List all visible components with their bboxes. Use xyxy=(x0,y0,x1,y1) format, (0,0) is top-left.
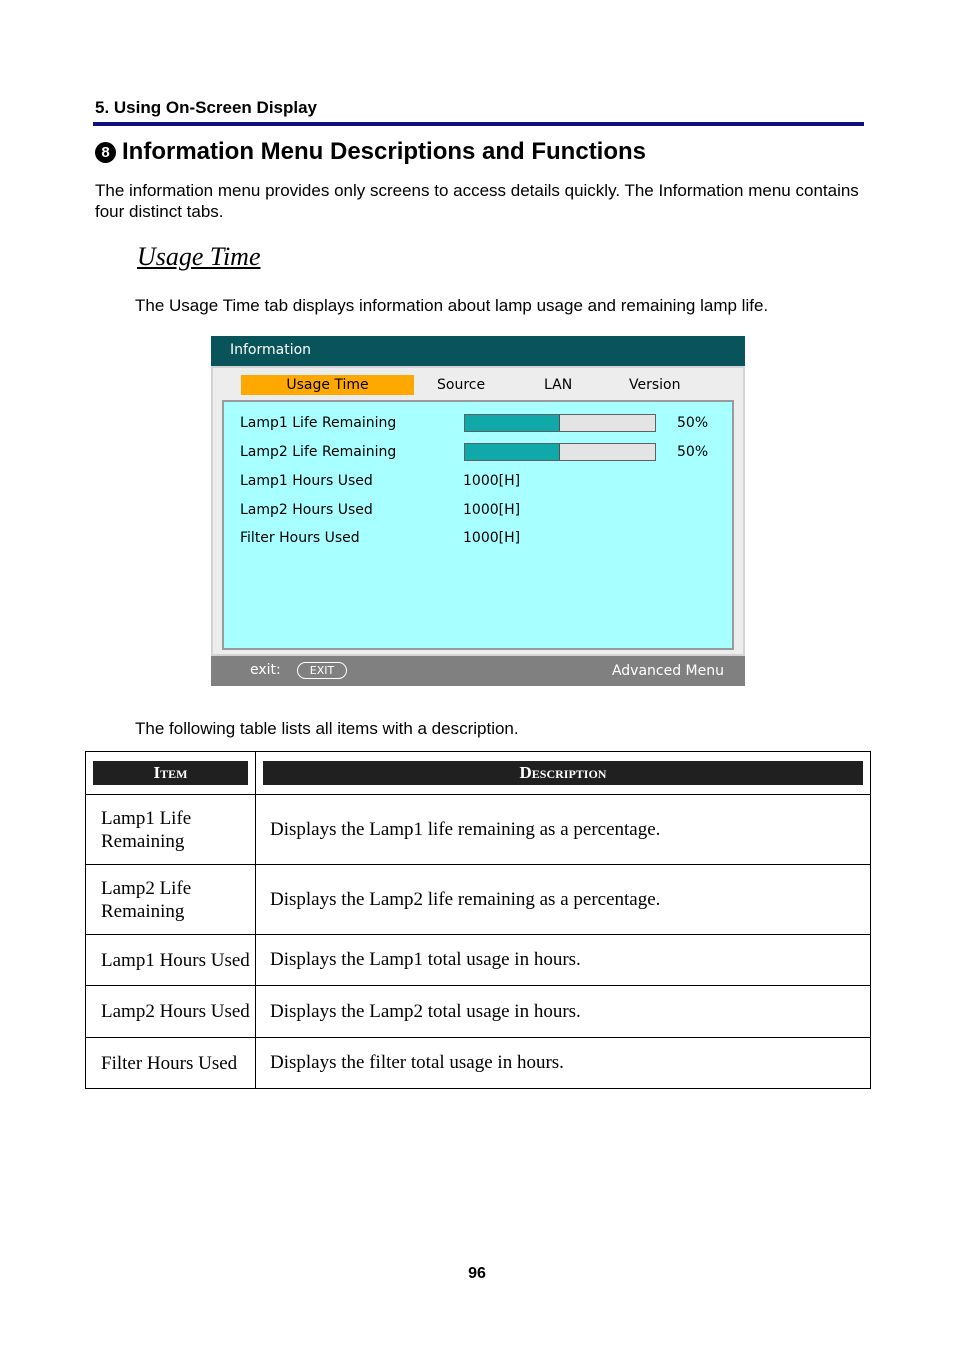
description-cell: Displays the Lamp2 total usage in hours. xyxy=(256,986,871,1038)
item-cell: Lamp1 Hours Used xyxy=(86,935,256,986)
page-number: 96 xyxy=(468,1265,486,1282)
filter-hours-value: 1000[H] xyxy=(463,530,521,546)
table-intro: The following table lists all items with a description. xyxy=(135,719,519,738)
table-row xyxy=(86,986,871,1038)
item-cell: Lamp2 Hours Used xyxy=(86,986,256,1038)
section-number-icon: 8 xyxy=(95,142,116,163)
subsection-title: Usage Time xyxy=(137,242,261,271)
table-row xyxy=(86,795,871,865)
section-header: 5. Using On-Screen Display xyxy=(95,98,318,117)
lamp1-life-label: Lamp1 Life Remaining xyxy=(240,415,397,431)
lamp1-hours-label: Lamp1 Hours Used xyxy=(240,473,373,489)
table-row xyxy=(86,935,871,986)
tab-version[interactable]: Version xyxy=(629,377,681,393)
lamp1-hours-value: 1000[H] xyxy=(463,473,521,489)
description-cell: Displays the Lamp2 life remaining as a percentage. xyxy=(256,865,871,935)
table-row xyxy=(86,1038,871,1089)
column-header-item: Item xyxy=(86,752,256,795)
table-header-row xyxy=(86,752,871,795)
lamp2-hours-label: Lamp2 Hours Used xyxy=(240,502,373,518)
osd-title: Information xyxy=(230,342,312,358)
filter-hours-label: Filter Hours Used xyxy=(240,530,360,546)
osd-title-bar xyxy=(211,336,745,366)
item-cell: Lamp2 Life Remaining xyxy=(86,865,256,935)
lamp1-life-bar-fill xyxy=(465,415,560,431)
lamp1-life-value: 50% xyxy=(677,415,709,431)
tab-source[interactable]: Source xyxy=(437,377,486,393)
intro-paragraph: The information menu provides only screens to access details quickly. The Information menu contains four distinct tabs. xyxy=(95,181,859,221)
lamp2-hours-value: 1000[H] xyxy=(463,502,521,518)
osd-information-menu xyxy=(211,336,745,686)
exit-button[interactable]: EXIT xyxy=(297,662,347,679)
lamp2-life-bar-fill xyxy=(465,444,560,460)
lamp1-life-bar xyxy=(464,414,656,432)
item-cell: Lamp1 Life Remaining xyxy=(86,795,256,865)
page-title-text: Information Menu Descriptions and Functions xyxy=(122,138,647,165)
osd-content-panel xyxy=(222,400,734,650)
tab-usage-time[interactable]: Usage Time xyxy=(241,375,414,395)
item-cell: Filter Hours Used xyxy=(86,1038,256,1089)
tab-lan[interactable]: LAN xyxy=(544,377,573,393)
lamp2-life-value: 50% xyxy=(677,444,709,460)
description-cell: Displays the filter total usage in hours. xyxy=(256,1038,871,1089)
lamp2-life-label: Lamp2 Life Remaining xyxy=(240,444,397,460)
menu-mode-label: Advanced Menu xyxy=(611,663,724,679)
column-header-description: Description xyxy=(256,752,871,795)
subsection-intro: The Usage Time tab displays information about lamp usage and remaining lamp life. xyxy=(135,296,769,315)
description-cell: Displays the Lamp1 life remaining as a percentage. xyxy=(256,795,871,865)
page-title xyxy=(95,138,646,166)
description-cell: Displays the Lamp1 total usage in hours. xyxy=(256,935,871,986)
description-table xyxy=(85,751,871,1089)
exit-label: exit: xyxy=(250,662,281,678)
section-divider xyxy=(93,122,864,126)
lamp2-life-bar xyxy=(464,443,656,461)
table-row xyxy=(86,865,871,935)
osd-footer xyxy=(211,656,745,686)
